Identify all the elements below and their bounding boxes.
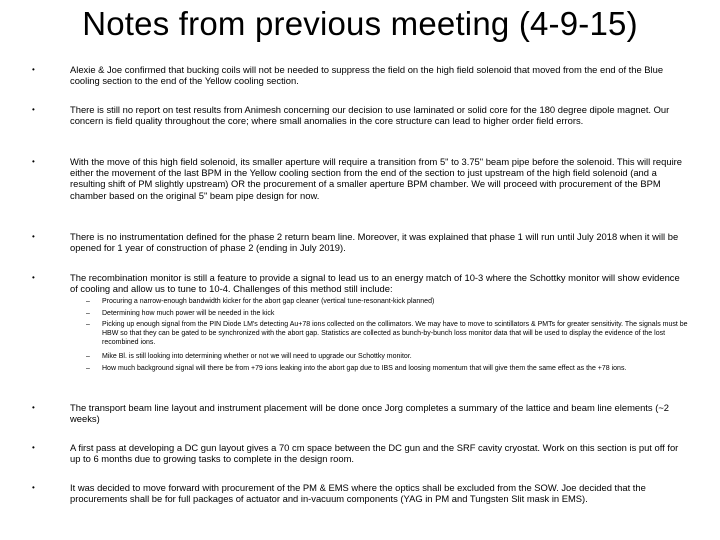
bullet-marker: • — [32, 105, 35, 114]
bullet-text: There is still no report on test results from Animesh concerning our decision to use laminated or solid core for the 180 degree dipole magnet. Our concern is field quality throughout the core; where small anomalies in the core structure can lead to higher order field errors. — [70, 104, 670, 127]
bullet-marker: • — [32, 443, 35, 452]
bullet-text: The recombination monitor is still a feature to provide a signal to lead us to an energy match of 10-3 where the Schottky monitor will show evidence of cooling and allow us to tune to 10-4. Challenges of this method still include: — [70, 272, 680, 295]
bullet-text: Alexie & Joe confirmed that bucking coils will not be needed to suppress the field on the high field solenoid that moved from the end of the Blue cooling section to the end of the Yellow cooling section. — [70, 64, 664, 87]
bullet-marker: • — [32, 403, 35, 412]
sub-bullet-text: Procuring a narrow-enough bandwidth kicker for the abort gap cleaner (vertical tune-resonant-kick planned) — [102, 298, 435, 305]
bullet-marker: • — [32, 157, 35, 166]
bullet-marker: • — [32, 232, 35, 241]
sub-bullet-text: Determining how much power will be needed in the kick — [102, 310, 275, 317]
bullet-text: It was decided to move forward with procurement of the PM & EMS where the optics shall be excluded from the SOW. Joe decided that the procurements shall be for full packages of actuator and in-vacuum components (YAG in PM and Tungsten Slit mask in EMS). — [70, 482, 646, 505]
bullet-text: With the move of this high field solenoid, its smaller aperture will require a transition from 5" to 3.75" beam pipe before the solenoid. This will require either the movement of the last BPM in the Yellow cooling section from the end of the section to just upstream of the high field solenoid (and a resulting shift of PM slightly upstream) OR the procurement of a smaller aperture BPM chamber. We will proceed with procurement of the BPM chamber based on the original 5" beam pipe design for now. — [70, 156, 682, 201]
bullet-marker: • — [32, 273, 35, 282]
slide-title: Notes from previous meeting (4-9-15) — [82, 5, 638, 42]
bullet-text: A first pass at developing a DC gun layout gives a 70 cm space between the DC gun and the SRF cavity cryostat. Work on this section is put off for up to 6 months due to growing tasks to complete in the design room. — [70, 442, 679, 465]
sub-bullet-marker: – — [86, 310, 90, 317]
sub-bullet-marker: – — [86, 365, 90, 372]
sub-bullet-text: Mike Bl. is still looking into determining whether or not we will need to upgrade our Schottky monitor. — [102, 353, 412, 360]
sub-bullet-marker: – — [86, 321, 90, 328]
sub-bullet-text: Picking up enough signal from the PIN Diode LM's detecting Au+78 ions collected on the collimators. We may have to move to scintillators & PMTs for greater sensitivity. The signals must be HBW so that they can be gated to be synchronized with the abort gap. Statistics are collected as bunch-by-bunch loss monitor data that will be used to display the evidence of the lost recombined ions. — [102, 321, 688, 346]
bullet-text: There is no instrumentation defined for the phase 2 return beam line. Moreover, it was explained that phase 1 will run until July 2018 when it will be opened for 1 year of construction of phase 2 (ending in July 2019). — [70, 231, 679, 254]
sub-bullet-marker: – — [86, 353, 90, 360]
bullet-marker: • — [32, 483, 35, 492]
sub-bullet-marker: – — [86, 298, 90, 305]
bullet-marker: • — [32, 65, 35, 74]
sub-bullet-text: How much background signal will there be from +79 ions leaking into the abort gap due to IBS and loosing momentum that will give them the same effect as the +78 ions. — [102, 365, 627, 372]
bullet-text: The transport beam line layout and instrument placement will be done once Jorg completes a summary of the lattice and beam line elements (~2 weeks) — [70, 402, 670, 425]
